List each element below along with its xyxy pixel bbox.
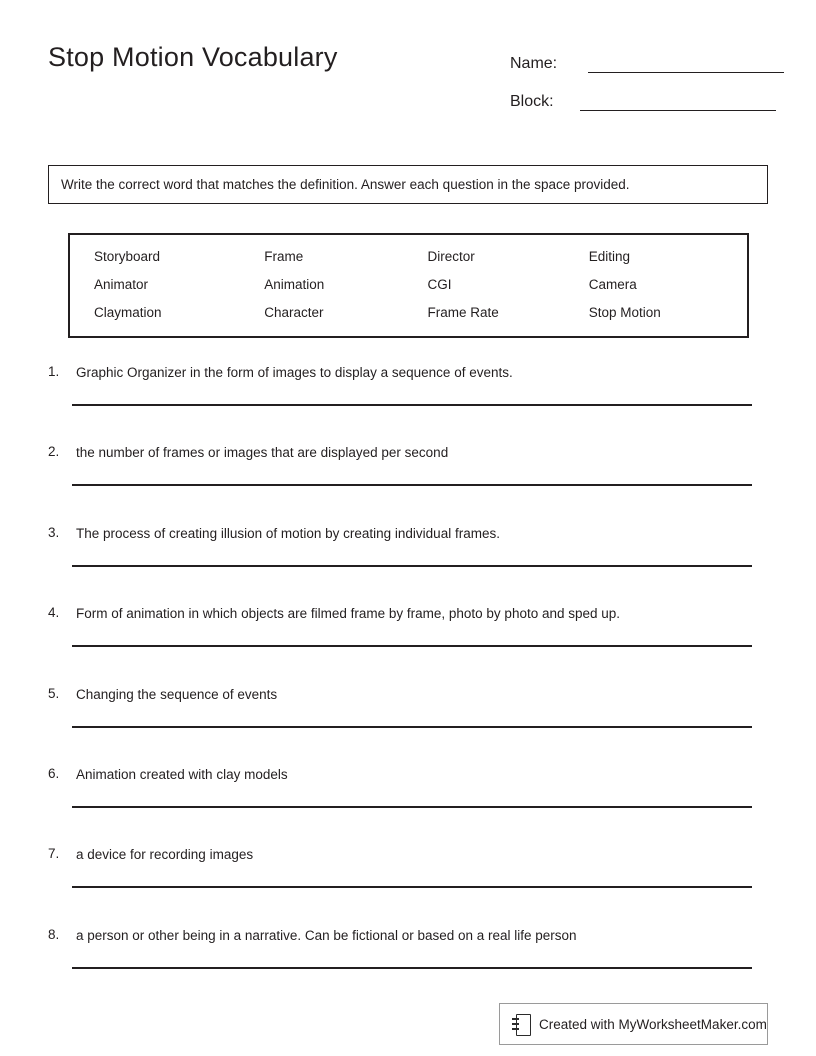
question-number: 4. [48, 605, 60, 621]
question-item [48, 438, 768, 518]
question-item [48, 519, 768, 599]
worksheet-logo-icon [512, 1014, 531, 1035]
answer-line[interactable] [72, 886, 752, 888]
word-bank [68, 233, 749, 338]
name-field-row [510, 52, 784, 73]
question-text: The process of creating illusion of motion by creating individual frames. [76, 525, 500, 541]
answer-line[interactable] [72, 806, 752, 808]
word-bank-item: Frame [264, 249, 304, 264]
questions-list [48, 358, 768, 1001]
question-item [48, 840, 768, 920]
question-text: a device for recording images [76, 847, 254, 863]
question-number: 1. [48, 364, 60, 379]
word-bank-item: Animation [264, 277, 325, 292]
answer-line[interactable] [72, 404, 752, 406]
question-item [48, 921, 768, 1001]
question-number: 3. [48, 524, 60, 540]
question-text: a person or other being in a narrative. Can be fictional or based on a real life person [76, 927, 577, 943]
worksheet-header [48, 42, 768, 122]
question-item [48, 599, 768, 679]
question-item [48, 680, 768, 760]
word-bank-item: Animator [94, 277, 149, 292]
word-bank-item: Editing [588, 249, 631, 264]
name-input[interactable] [588, 52, 784, 73]
word-bank-item: Stop Motion [588, 305, 661, 320]
answer-line[interactable] [72, 726, 752, 728]
question-text: the number of frames or images that are displayed per second [76, 445, 449, 461]
word-bank-grid [70, 249, 747, 320]
instructions-box: Write the correct word that matches the definition. Answer each question in the space provided. [48, 165, 768, 204]
question-number: 5. [48, 685, 60, 701]
answer-line[interactable] [72, 565, 752, 567]
word-bank-item: Character [264, 305, 324, 320]
question-number: 6. [48, 765, 60, 781]
question-text: Form of animation in which objects are filmed frame by frame, photo by photo and sped up. [76, 606, 621, 622]
question-item [48, 358, 768, 438]
question-item [48, 760, 768, 840]
answer-line[interactable] [72, 967, 752, 969]
word-bank-item: Claymation [94, 305, 162, 320]
question-text: Graphic Organizer in the form of images to display a sequence of events. [76, 365, 513, 380]
question-number: 2. [48, 444, 60, 460]
word-bank-item: Camera [588, 277, 637, 292]
badge-label: Created with MyWorksheetMaker.com [539, 1016, 767, 1032]
word-bank-item: Director [427, 249, 475, 264]
question-number: 7. [48, 846, 60, 862]
word-bank-item: CGI [427, 277, 452, 292]
block-label: Block: [510, 93, 554, 110]
answer-line[interactable] [72, 645, 752, 647]
question-number: 8. [48, 926, 60, 942]
question-text: Animation created with clay models [76, 766, 288, 782]
word-bank-item: Frame Rate [427, 305, 499, 320]
worksheet-maker-badge[interactable] [499, 1003, 768, 1045]
question-text: Changing the sequence of events [76, 686, 278, 702]
block-field-row [510, 90, 776, 111]
block-input[interactable] [580, 90, 776, 111]
name-label: Name: [510, 55, 558, 72]
word-bank-item: Storyboard [94, 249, 161, 264]
page-title: Stop Motion Vocabulary [48, 42, 338, 72]
answer-line[interactable] [72, 484, 752, 486]
